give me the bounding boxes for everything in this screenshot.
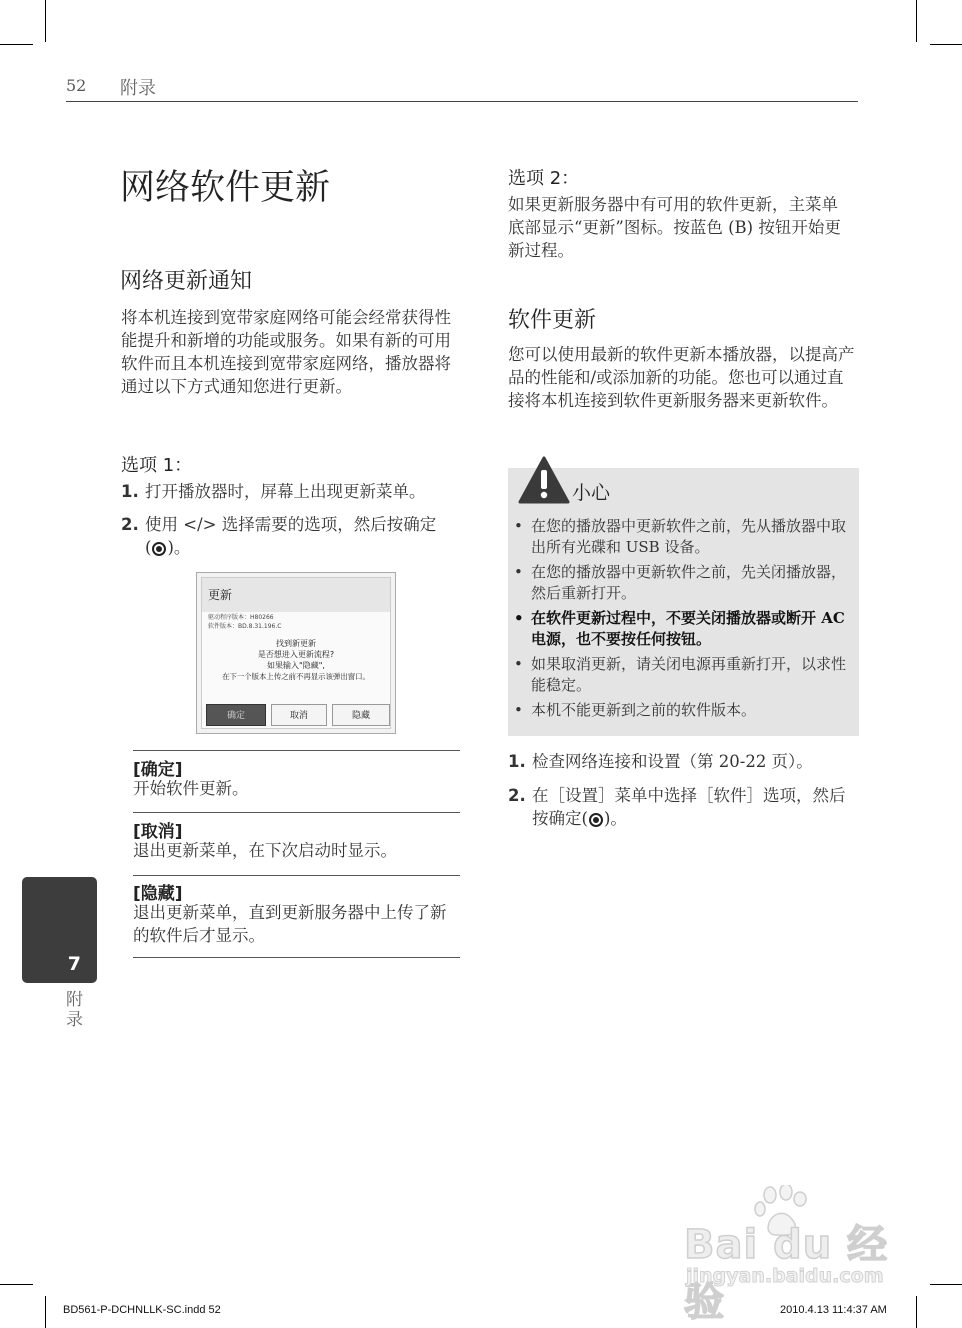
definition-desc: 开始软件更新。 bbox=[133, 779, 249, 798]
definition-term: [隐藏] bbox=[133, 884, 183, 904]
definition-rule bbox=[133, 750, 460, 751]
watermark-logo: Bai du 经验 bbox=[684, 1222, 889, 1325]
caution-item: • 在软件更新过程中，不要关闭播放器或断开 AC 电源，也不要按任何按钮。 bbox=[514, 608, 852, 650]
caution-list bbox=[514, 516, 852, 725]
crop-mark bbox=[0, 1284, 33, 1285]
definition-rule bbox=[133, 875, 460, 876]
step-text-end: )。 bbox=[603, 809, 627, 828]
dialog-cancel-button[interactable]: 取消 bbox=[271, 704, 327, 726]
warning-icon bbox=[518, 456, 570, 504]
dialog-message-line: 如果输入"隐藏", bbox=[267, 661, 325, 670]
crop-mark bbox=[916, 0, 917, 42]
dialog-title: 更新 bbox=[208, 588, 233, 602]
step-text: 在［设置］菜单中选择［软件］选项，然后按确定( bbox=[532, 786, 846, 828]
page-title: 网络软件更新 bbox=[120, 168, 331, 208]
caution-item: • 在您的播放器中更新软件之前，先关闭播放器，然后重新打开。 bbox=[514, 562, 852, 604]
section-header: 附录 bbox=[120, 78, 156, 99]
step-text: 使用 </> 选择需要的选项，然后按确定( bbox=[145, 515, 437, 557]
notice-body: 将本机连接到宽带家庭网络可能会经常获得性能提升和新增的功能或服务。如果有新的可用软件而且本机连接到宽带家庭网络，播放器将通过以下方式通知您进行更新。 bbox=[121, 308, 451, 396]
step-number: 2. bbox=[121, 515, 139, 534]
definition-desc: 退出更新菜单，在下次启动时显示。 bbox=[133, 841, 397, 860]
dialog-hide-button[interactable]: 隐藏 bbox=[332, 704, 390, 726]
dialog-message-line: 是否想进入更新流程? bbox=[257, 650, 335, 659]
footer-datetime: 2010.4.13 11:4:37 AM bbox=[780, 1304, 887, 1316]
enter-icon bbox=[589, 813, 603, 827]
step-text: 检查网络连接和设置（第 20-22 页）。 bbox=[532, 752, 813, 771]
caution-item: • 在您的播放器中更新软件之前，先从播放器中取出所有光碟和 USB 设备。 bbox=[514, 516, 852, 558]
chapter-label: 附录 bbox=[66, 990, 83, 1030]
definition-desc: 退出更新菜单，直到更新服务器中上传了新的软件后才显示。 bbox=[133, 903, 447, 945]
crop-mark bbox=[0, 44, 33, 45]
chapter-number: 7 bbox=[67, 953, 81, 975]
software-version: 软件版本：BD.8.31.196.C bbox=[208, 623, 282, 630]
crop-mark bbox=[45, 0, 46, 42]
notice-step-1 bbox=[121, 480, 461, 503]
enter-icon bbox=[152, 542, 166, 556]
option2-body: 如果更新服务器中有可用的软件更新，主菜单底部显示“更新”图标。按蓝色 (B) 按钮开始更新过程。 bbox=[508, 195, 841, 260]
step-number: 1. bbox=[121, 482, 139, 501]
notice-step-2 bbox=[121, 513, 441, 559]
caution-item: • 如果取消更新，请关闭电源再重新打开，以求性能稳定。 bbox=[514, 654, 852, 696]
dialog-message-line: 找到新更新 bbox=[276, 639, 316, 648]
update-step-1 bbox=[508, 750, 858, 773]
page-number: 52 bbox=[66, 76, 87, 95]
definition-term: [取消] bbox=[133, 822, 183, 842]
watermark-url: jingyan.baidu.com bbox=[686, 1265, 884, 1287]
definition-term: [确定] bbox=[133, 760, 183, 780]
step-text: 打开播放器时，屏幕上出现更新菜单。 bbox=[145, 482, 426, 501]
dialog-ok-button[interactable]: 确定 bbox=[206, 704, 266, 726]
caution-item: • 本机不能更新到之前的软件版本。 bbox=[514, 700, 852, 721]
crop-mark bbox=[45, 1296, 46, 1328]
step-number: 1. bbox=[508, 752, 526, 771]
header-rule bbox=[66, 101, 858, 102]
option2-label: 选项 2： bbox=[508, 168, 580, 189]
option1-label: 选项 1： bbox=[121, 455, 193, 476]
dialog-message-line: 在下一个版本上传之前不再显示该弹出窗口。 bbox=[222, 672, 370, 681]
definition-rule bbox=[133, 812, 460, 813]
definition-rule bbox=[133, 957, 460, 958]
update-dialog-screenshot bbox=[196, 572, 396, 734]
crop-mark bbox=[930, 44, 962, 45]
driver-version: 驱动程序版本：H80266 bbox=[208, 614, 274, 621]
update-step-2 bbox=[508, 784, 850, 830]
software-update-body: 您可以使用最新的软件更新本播放器，以提高产品的性能和/或添加新的功能。您也可以通过直接将本机连接到软件更新服务器来更新软件。 bbox=[508, 345, 855, 410]
step-number: 2. bbox=[508, 786, 526, 805]
crop-mark bbox=[930, 1284, 962, 1285]
footer-file: BD561-P-DCHNLLK-SC.indd 52 bbox=[63, 1304, 221, 1316]
caution-box bbox=[508, 468, 859, 736]
software-update-heading: 软件更新 bbox=[508, 308, 597, 333]
caution-title: 小心 bbox=[572, 482, 611, 504]
chapter-tab bbox=[22, 877, 97, 983]
crop-mark bbox=[916, 1296, 917, 1328]
step-text-end: )。 bbox=[167, 538, 191, 557]
notice-heading: 网络更新通知 bbox=[120, 269, 253, 294]
